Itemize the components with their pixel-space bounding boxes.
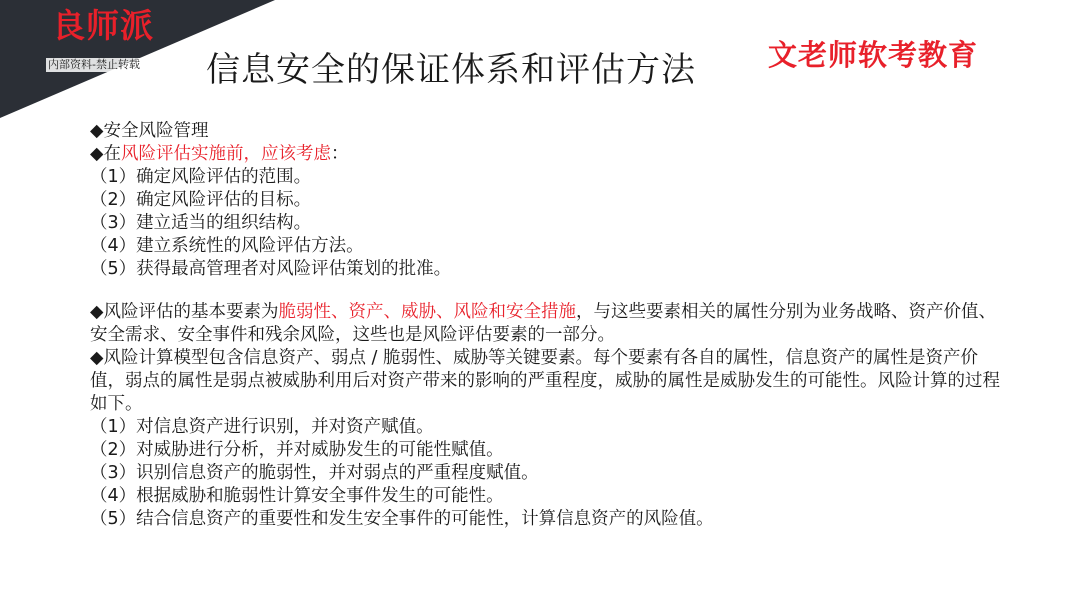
- list-item: （2）对威胁进行分析，并对威胁发生的可能性赋值。: [90, 440, 504, 460]
- section1-heading: ◆安全风险管理: [90, 121, 209, 141]
- section2-paragraph2: ◆风险计算模型包含信息资产、弱点 / 脆弱性、威胁等关键要素。每个要素有各自的属性，信息资产的属性是资产价值，弱点的属性是弱点被威胁利用后对资产带来的影响的严重程度，威胁的属性是威胁发生的可能性。风险计算的过程如下。: [90, 348, 1000, 414]
- list-item: （1）对信息资产进行识别，并对资产赋值。: [90, 417, 434, 437]
- list-item: （4）建立系统性的风险评估方法。: [90, 236, 364, 256]
- page-title: 信息安全的保证体系和评估方法: [206, 50, 696, 90]
- list-item: （5）结合信息资产的重要性和发生安全事件的可能性，计算信息资产的风险值。: [90, 509, 714, 529]
- brand-logo-text: 良师派: [52, 6, 154, 45]
- list-item: （4）根据威胁和脆弱性计算安全事件发生的可能性。: [90, 486, 504, 506]
- para1-highlight: 脆弱性、资产、威胁、风险和安全措施: [278, 302, 576, 322]
- section2-paragraph1: [90, 301, 1006, 347]
- list-item: （3）识别信息资产的脆弱性，并对弱点的严重程度赋值。: [90, 463, 539, 483]
- section-gap: [90, 281, 1010, 301]
- para1-suffix: ，与这些要素相关的属性分别为业务战略、资产价值、安全需求、安全事件和残余风险，这些也是风险评估要素的一部分。: [90, 302, 996, 345]
- list-item: （2）确定风险评估的目标。: [90, 190, 312, 210]
- list-item: （5）获得最高管理者对风险评估策划的批准。: [90, 259, 452, 279]
- para1-prefix: ◆风险评估的基本要素为: [90, 302, 279, 322]
- internal-note: 内部资料-禁止转载: [48, 58, 140, 71]
- pre-line-suffix: ：: [330, 144, 349, 164]
- list-item: （3）建立适当的组织结构。: [90, 213, 312, 233]
- pre-line-highlight: 风险评估实施前，应该考虑: [120, 144, 331, 164]
- content-body: [90, 120, 1010, 531]
- org-name: 文老师软考教育: [768, 38, 979, 72]
- list-item: （1）确定风险评估的范围。: [90, 167, 312, 187]
- section1-pre-line: [90, 143, 1010, 166]
- pre-line-prefix: ◆在: [90, 144, 121, 164]
